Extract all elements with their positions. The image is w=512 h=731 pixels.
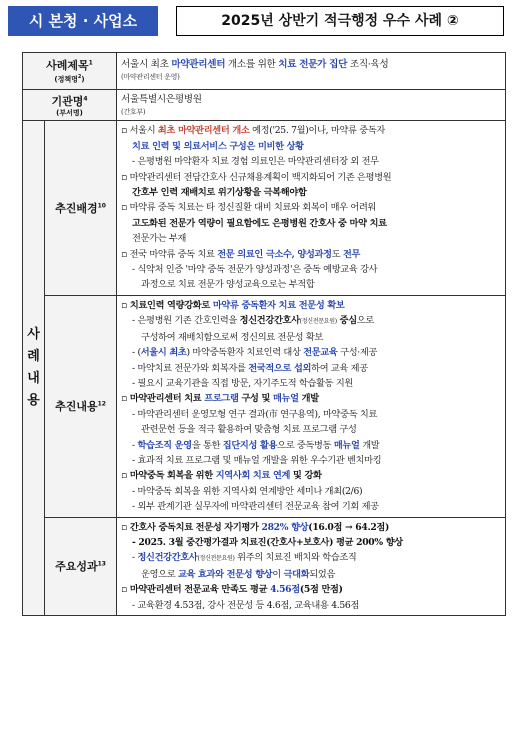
text-segment: - 마약중독 회복을 위한 지역사회 연계방안 세미나 개최(2/6): [132, 485, 363, 497]
text-segment: 관련문헌 등을 적극 활용하여 맞춤형 치료 프로그램 구성: [141, 424, 357, 436]
text-segment: ▫ 마약중독 회복을 위한: [121, 470, 216, 482]
content-line: [121, 407, 502, 422]
text-segment: - 은평병원 기존 간호인력을: [132, 315, 240, 327]
page-header: [8, 6, 504, 36]
side-label-char: 사: [27, 327, 40, 343]
label-organization: 기관명$^4$ (부서명): [23, 90, 117, 121]
text-segment: 서울시 최초: [121, 59, 172, 70]
text-segment: - (: [132, 347, 141, 359]
text-segment: 조직·육성: [347, 59, 389, 70]
text-segment: 집단지성 활용: [222, 439, 278, 451]
text-segment: (16.0점 → 64.2점): [308, 521, 390, 533]
text-segment: -: [132, 439, 138, 451]
text-segment: 으로: [356, 315, 374, 327]
content-line: [121, 200, 502, 215]
content-line: [121, 484, 502, 499]
row-process: [23, 295, 506, 517]
content-line: [121, 520, 502, 535]
text-segment: 매뉴얼: [333, 439, 360, 451]
results-content: [117, 518, 505, 615]
text-segment: 마약류 중독환자 치료 전문성 확보: [212, 299, 345, 311]
text-segment: 교육 효과와 전문성 향상: [177, 568, 273, 580]
text-segment: - 은평병원 마약환자 치료 경험 의료인은 마약관리센터장 외 전무: [132, 156, 379, 168]
text-segment: 전무: [342, 248, 361, 260]
content-line: [121, 313, 502, 329]
text-segment: ▫ 간호사 중독치료: [121, 521, 196, 533]
page-title: 2025년 상반기 적극행정 우수 사례 ②: [176, 6, 504, 36]
text-segment: 만족도 평균: [221, 584, 271, 596]
content-line: [121, 216, 502, 231]
text-segment: 개발: [298, 393, 319, 405]
content-line: [121, 170, 502, 185]
content-line: [121, 139, 502, 154]
side-label-char: 용: [27, 393, 40, 409]
text-segment: 을 통한: [191, 439, 223, 451]
text-segment: 4.56점: [270, 584, 300, 596]
content-line: [121, 391, 502, 406]
content-line: [121, 231, 502, 246]
text-segment: (정신전문요원): [299, 318, 337, 326]
text-segment: 고도화된 전문가 역량이 필요함에도 은평병원 간호사 중 마약 치료: [132, 217, 387, 229]
text-segment: - 2025. 3월 중간평가결과 치료진(간호사+보호사) 평균 200% 향상: [132, 536, 403, 548]
content-line: [121, 277, 502, 292]
content-line: [121, 345, 502, 360]
content-line: [121, 123, 502, 138]
text-segment: - 식약처 인증 '마약 중독 전문가 양성과정'은 중독 예방교육 강사: [132, 264, 378, 276]
text-segment: ) 마약중독환자 치료인력 대상: [186, 347, 304, 359]
value-process: [117, 295, 506, 517]
text-segment: - 효과적 치료 프로그램 및 매뉴얼 개발을 위한 우수기관 벤치마킹: [132, 454, 382, 466]
text-segment: 하여 교육 제공: [311, 362, 368, 374]
text-segment: ▫ 마약류 중독 치료는 타 정신질환 대비 치료와 회복이 매우 어려워: [121, 202, 377, 214]
side-label-case-content: [23, 121, 45, 616]
content-line: [121, 376, 502, 391]
text-segment: (5점 만점): [299, 584, 343, 596]
value-case-title: [117, 53, 506, 90]
text-segment: 전문교육: [303, 347, 338, 359]
text-segment: 전문가는 부재: [132, 233, 187, 245]
content-line: [121, 598, 502, 613]
row-background: [23, 121, 506, 295]
content-line: [121, 438, 502, 453]
text-segment: ▫ 서울시: [121, 125, 158, 137]
text-segment: 위주의 치료진 배치와 학습조직: [234, 552, 357, 564]
content-line: [121, 499, 502, 514]
content-line: [121, 361, 502, 376]
content-line: [121, 185, 502, 200]
text-segment: 이: [272, 568, 284, 580]
text-segment: -: [132, 552, 138, 564]
content-line: [121, 422, 502, 437]
text-segment: 마약관리센터: [171, 59, 226, 70]
text-segment: 되었음: [309, 568, 336, 580]
content-line: [121, 154, 502, 169]
background-content: [117, 121, 505, 294]
text-segment: 전문 의료인 극소수, 양성과정: [217, 248, 332, 260]
department-name: (간호부): [121, 108, 146, 117]
text-segment: - 필요시 교육기관을 직접 방문, 자기주도적 학습활동 지원: [132, 377, 354, 389]
value-organization: [117, 90, 506, 121]
text-segment: 및 강화: [290, 470, 322, 482]
text-segment: 정신건강간호사: [137, 552, 198, 564]
text-segment: ▫ 치료인력 역량강화로: [121, 299, 213, 311]
text-segment: 구성 및: [238, 393, 273, 405]
row-organization: [23, 90, 506, 121]
text-segment: 간호부 인력 재배치로 위기상황을 극복해야함: [132, 187, 307, 199]
organization-name: 서울특별시은평병원: [121, 94, 202, 105]
text-segment: 구성·제공: [337, 347, 378, 359]
row-case-title: [23, 53, 506, 90]
department-badge: 시 본청 · 사업소: [8, 6, 158, 36]
case-table: [22, 52, 506, 616]
label-results: 주요성과$^{13}$: [45, 517, 117, 615]
text-segment: - 마약치료 전문가와 회복자를: [132, 362, 249, 374]
text-segment: 과정으로 치료 전문가 양성교육으로는 부적합: [141, 279, 315, 291]
text-segment: 정신건강간호사: [239, 315, 300, 327]
text-segment: 전국적으로 섭외: [248, 362, 312, 374]
text-segment: 치료 전문가 집단: [278, 59, 348, 70]
text-segment: 개발: [359, 439, 380, 451]
content-line: [121, 453, 502, 468]
value-results: [117, 517, 506, 615]
case-title-note: (마약관리센터 운영): [121, 73, 180, 82]
text-segment: 예정('25. 7월)이나, 마약류 중독자: [249, 125, 385, 137]
content-line: [121, 582, 502, 597]
value-background: [117, 121, 506, 295]
text-segment: - 마약관리센터 운영모형 연구 결과(市 연구용역), 마약중독 치료: [132, 408, 378, 420]
side-label-char: 내: [27, 371, 40, 387]
text-segment: 개소를 위한: [225, 59, 279, 70]
text-segment: 구성하여 재배치함으로써 정신의료 전문성 확보: [141, 331, 323, 343]
text-segment: 운영으로: [141, 568, 178, 580]
content-line: [121, 298, 502, 313]
text-segment: 중심: [336, 315, 357, 327]
text-segment: (정신전문요원): [197, 555, 235, 563]
content-line: [121, 550, 502, 566]
text-segment: ▫ 마약관리센터 전문교육: [121, 584, 222, 596]
side-label-char: 례: [27, 349, 40, 365]
row-results: [23, 517, 506, 615]
content-line: [121, 567, 502, 582]
text-segment: 프로그램: [204, 393, 239, 405]
text-segment: 치료 인력 및 의료서비스 구성은 미비한 상황: [132, 140, 304, 152]
label-process: 추진내용$^{12}$: [45, 295, 117, 517]
text-segment: ▫ 마약관리센터 치료: [121, 393, 205, 405]
content-line: [121, 330, 502, 345]
process-content: [117, 296, 505, 517]
text-segment: 으로 중독병동: [277, 439, 334, 451]
case-title-text: [121, 57, 502, 72]
text-segment: - 외부 관계기관 실무자에 마약관리센터 전문교육 참여 기회 제공: [132, 501, 379, 513]
label-case-title: 사례제목$^1$ (정책명$^2$): [23, 53, 117, 90]
text-segment: 282% 향상: [261, 521, 309, 533]
content-line: [121, 247, 502, 262]
text-segment: 서울시 최초: [140, 347, 187, 359]
text-segment: 매뉴얼: [272, 393, 299, 405]
label-background: 추진배경$^{10}$: [45, 121, 117, 295]
text-segment: - 교육환경 4.53점, 강사 전문성 등 4.6점, 교육내용 4.56점: [132, 599, 360, 611]
text-segment: ▫ 마약관리센터 전담간호사 신규채용계획이 백지화되어 기존 은평병원: [121, 171, 392, 183]
text-segment: 도: [331, 248, 343, 260]
text-segment: 지역사회 치료 연계: [215, 470, 291, 482]
content-line: [121, 262, 502, 277]
content-line: [121, 535, 502, 550]
text-segment: 전문성 자기평가: [195, 521, 262, 533]
text-segment: 최초 마약관리센터 개소: [157, 125, 250, 137]
text-segment: ▫ 전국 마약류 중독 치료: [121, 248, 218, 260]
text-segment: 극대화: [283, 568, 310, 580]
content-line: [121, 468, 502, 483]
text-segment: 학습조직 운영: [137, 439, 192, 451]
